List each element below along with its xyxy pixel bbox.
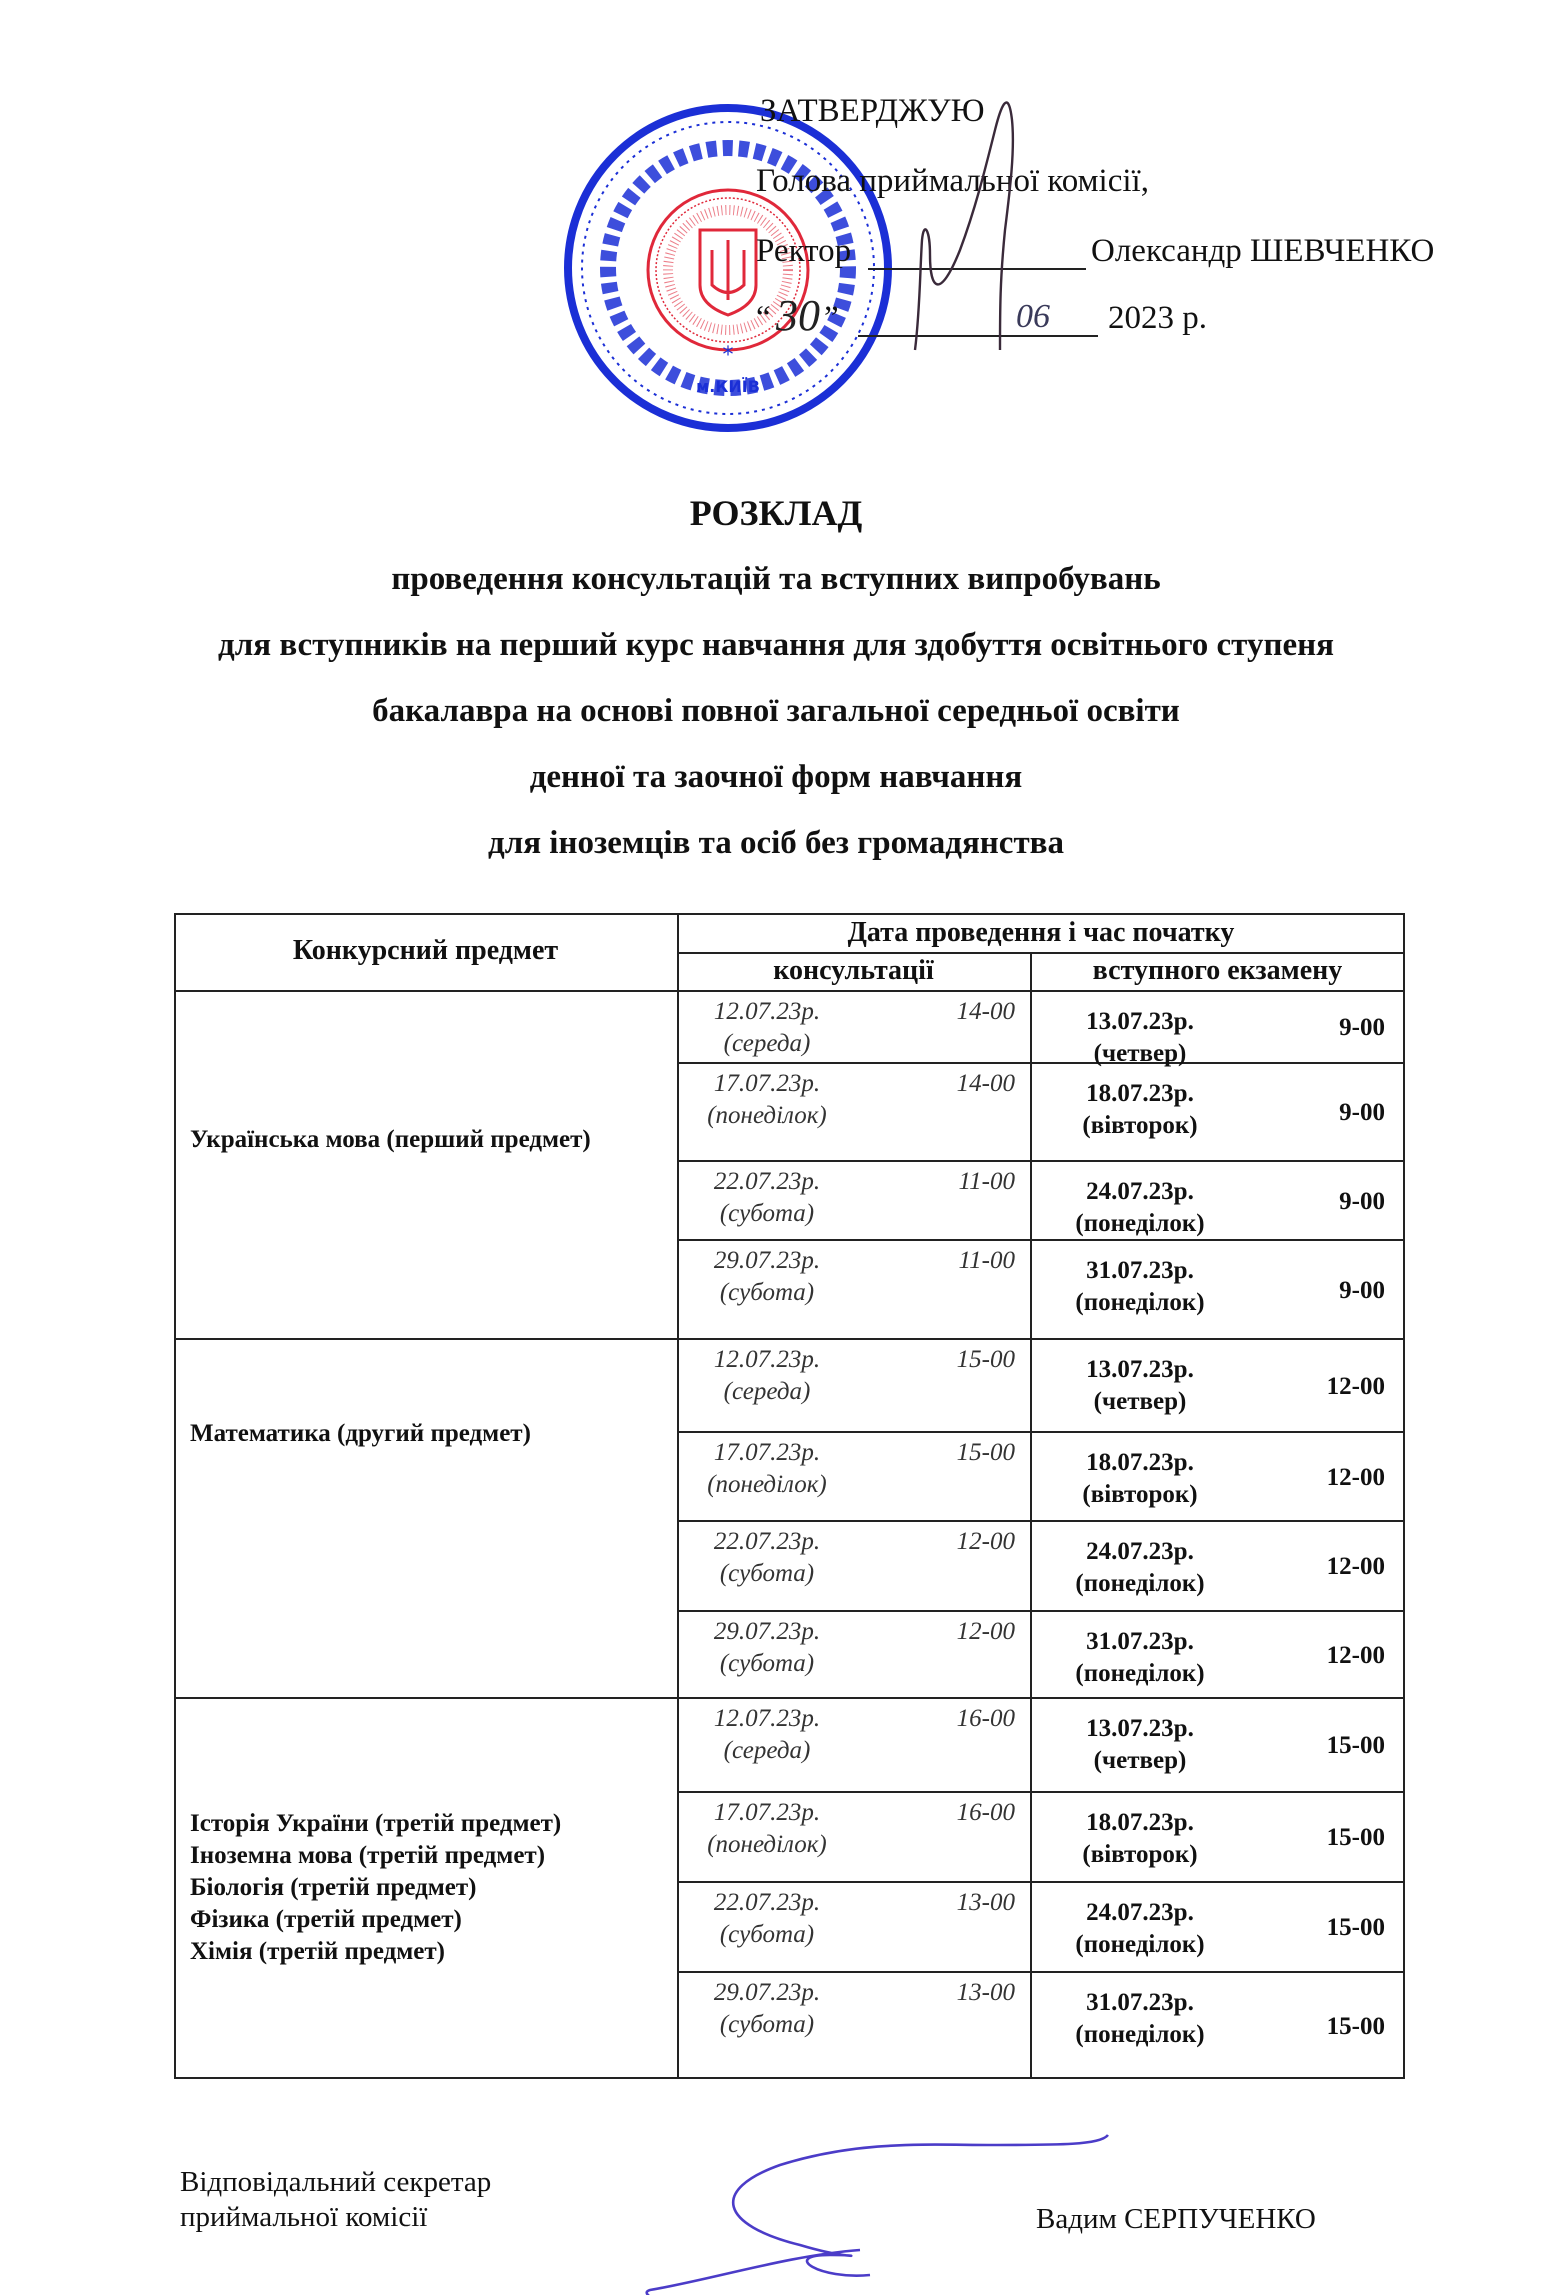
consultation-date: 29.07.23р. <box>713 1247 821 1274</box>
header-date-group: Дата проведення і час початку <box>847 917 1235 948</box>
table-column-divider <box>677 913 679 2079</box>
subject-name: Математика (другий предмет) <box>190 1419 531 1447</box>
consultation-time: 14-00 <box>956 1070 1015 1097</box>
consultation-date: 22.07.23р. <box>713 1168 821 1195</box>
consultation-time: 11-00 <box>958 1168 1015 1195</box>
exam-weekday: (понеділок) <box>1075 1210 1205 1237</box>
exam-weekday: (четвер) <box>1093 1747 1187 1774</box>
exam-weekday: (вівторок) <box>1082 1481 1198 1508</box>
exam-date: 31.07.23р. <box>1086 1628 1194 1655</box>
date-quote-close: ” <box>824 300 839 336</box>
exam-weekday: (четвер) <box>1093 1388 1187 1415</box>
exam-date: 18.07.23р. <box>1086 1809 1194 1836</box>
consultation-time: 12-00 <box>956 1618 1015 1645</box>
row-divider <box>677 1791 1405 1793</box>
row-divider <box>677 1881 1405 1883</box>
exam-weekday: (понеділок) <box>1075 1931 1205 1958</box>
approval-title: ЗАТВЕРДЖУЮ <box>760 93 985 129</box>
exam-date: 18.07.23р. <box>1086 1080 1194 1107</box>
approval-day: 30 <box>776 291 820 340</box>
header-exam: вступного екзамену <box>1092 955 1343 986</box>
consultation-date: 22.07.23р. <box>713 1889 821 1916</box>
consultation-time: 14-00 <box>956 998 1015 1025</box>
consultation-time: 11-00 <box>958 1247 1015 1274</box>
consultation-weekday: (субота) <box>719 1650 815 1677</box>
row-divider <box>677 1610 1405 1612</box>
exam-date: 24.07.23р. <box>1086 1538 1194 1565</box>
rector-name: Олександр ШЕВЧЕНКО <box>1091 233 1435 269</box>
table-border-top <box>174 913 1405 915</box>
consultation-date: 22.07.23р. <box>713 1528 821 1555</box>
table-border-left <box>174 913 176 2079</box>
consultation-weekday: (субота) <box>719 1279 815 1306</box>
exam-weekday: (понеділок) <box>1075 1289 1205 1316</box>
table-border-bottom <box>174 2077 1405 2079</box>
approval-role: Голова приймальної комісії, <box>756 163 1149 199</box>
exam-weekday: (понеділок) <box>1075 1570 1205 1597</box>
subject-name: Історія України (третій предмет) <box>190 1810 562 1837</box>
svg-text:м.КИЇВ: м.КИЇВ <box>696 377 760 396</box>
exam-weekday: (понеділок) <box>1075 1660 1205 1687</box>
exam-date: 13.07.23р. <box>1086 1008 1194 1035</box>
subject-name: Фізика (третій предмет) <box>190 1906 462 1933</box>
consultation-time: 16-00 <box>956 1705 1015 1732</box>
secretary-role <box>180 2165 491 2235</box>
svg-text:*: * <box>722 343 734 368</box>
secretary-name: Вадим СЕРПУЧЕНКО <box>1036 2203 1316 2235</box>
exam-date: 24.07.23р. <box>1086 1899 1194 1926</box>
consultation-weekday: (середа) <box>723 1378 811 1405</box>
consultation-weekday: (середа) <box>723 1737 811 1764</box>
row-divider <box>677 1971 1405 1973</box>
consultation-weekday: (субота) <box>719 1560 815 1587</box>
approval-month: 06 <box>1016 298 1050 335</box>
exam-weekday: (вівторок) <box>1082 1841 1198 1868</box>
consultation-date: 12.07.23р. <box>713 998 821 1025</box>
header-divider <box>677 952 1405 954</box>
title-line: для іноземців та осіб без громадянства <box>488 825 1064 861</box>
consultation-date: 29.07.23р. <box>713 1618 821 1645</box>
group-divider <box>174 1338 1405 1340</box>
consultation-weekday: (середа) <box>723 1030 811 1057</box>
exam-time: 12-00 <box>1326 1641 1385 1669</box>
exam-date: 13.07.23р. <box>1086 1356 1194 1383</box>
consultation-weekday: (субота) <box>719 2011 815 2038</box>
document-title: РОЗКЛАД <box>689 493 863 533</box>
approval-rector-label: Ректор <box>756 233 852 269</box>
consultation-weekday: (понеділок) <box>707 1831 827 1858</box>
consultation-time: 13-00 <box>956 1979 1015 2006</box>
title-line: для вступників на перший курс навчання для здобуття освітнього ступеня <box>218 627 1334 663</box>
table-border-right <box>1403 913 1405 2079</box>
header-subject: Конкурсний предмет <box>292 935 559 966</box>
title-line: денної та заочної форм навчання <box>529 759 1023 795</box>
consultation-time: 16-00 <box>956 1799 1015 1826</box>
consultation-time: 15-00 <box>956 1439 1015 1466</box>
exam-time: 12-00 <box>1326 1553 1385 1580</box>
subject-name: Біологія (третій предмет) <box>190 1874 477 1901</box>
document-title-block <box>0 480 1552 876</box>
exam-time: 15-00 <box>1326 1914 1385 1941</box>
header-bottom-divider <box>174 990 1405 992</box>
header-consultation: консультації <box>773 955 934 986</box>
exam-time: 9-00 <box>1339 1187 1385 1215</box>
rector-signature-icon <box>900 80 1040 360</box>
consultation-weekday: (субота) <box>719 1921 815 1948</box>
title-line: проведення консультацій та вступних випробувань <box>391 561 1161 597</box>
secretary-role-line: приймальної комісії <box>180 2201 428 2233</box>
consultation-date: 12.07.23р. <box>713 1705 821 1732</box>
exam-time: 9-00 <box>1339 1099 1385 1126</box>
consultation-time: 13-00 <box>956 1889 1015 1916</box>
date-quote-open: “ <box>756 300 771 336</box>
exam-date: 13.07.23р. <box>1086 1715 1194 1742</box>
exam-weekday: (понеділок) <box>1075 2021 1205 2048</box>
consultation-weekday: (субота) <box>719 1200 815 1227</box>
title-line: бакалавра на основі повної загальної середньої освіти <box>372 693 1180 729</box>
consultation-date: 17.07.23р. <box>713 1799 821 1826</box>
schedule-table <box>174 913 1405 2079</box>
secretary-role-line: Відповідальний секретар <box>180 2166 492 2198</box>
exam-date: 31.07.23р. <box>1086 1989 1194 2016</box>
exam-date: 31.07.23р. <box>1086 1257 1194 1284</box>
row-divider <box>677 1520 1405 1522</box>
exam-time: 12-00 <box>1326 1463 1385 1491</box>
exam-time: 12-00 <box>1326 1372 1385 1400</box>
consultation-date: 12.07.23р. <box>713 1346 821 1373</box>
consultation-weekday: (понеділок) <box>707 1471 827 1498</box>
exam-weekday: (вівторок) <box>1082 1112 1198 1139</box>
exam-time: 9-00 <box>1339 1014 1385 1041</box>
approval-year: 2023 р. <box>1108 300 1207 336</box>
consultation-date: 17.07.23р. <box>713 1070 821 1097</box>
consultation-date: 17.07.23р. <box>713 1439 821 1466</box>
exam-weekday: (четвер) <box>1093 1040 1187 1067</box>
subject-name: Хімія (третій предмет) <box>190 1938 445 1965</box>
row-divider <box>677 1160 1405 1162</box>
exam-date: 24.07.23р. <box>1086 1178 1194 1205</box>
exam-time: 15-00 <box>1326 2013 1385 2040</box>
consultation-weekday: (понеділок) <box>707 1102 827 1129</box>
table-column-divider <box>1030 952 1032 2079</box>
subject-name: Українська мова (перший предмет) <box>190 1126 591 1153</box>
exam-time: 15-00 <box>1326 1732 1385 1759</box>
group-divider <box>174 1697 1405 1699</box>
exam-time: 9-00 <box>1339 1276 1385 1304</box>
consultation-time: 12-00 <box>956 1528 1015 1555</box>
consultation-time: 15-00 <box>956 1346 1015 1373</box>
subject-name: Іноземна мова (третій предмет) <box>190 1842 546 1869</box>
consultation-date: 29.07.23р. <box>713 1979 821 2006</box>
row-divider <box>677 1431 1405 1433</box>
exam-date: 18.07.23р. <box>1086 1449 1194 1476</box>
exam-time: 15-00 <box>1326 1824 1385 1851</box>
